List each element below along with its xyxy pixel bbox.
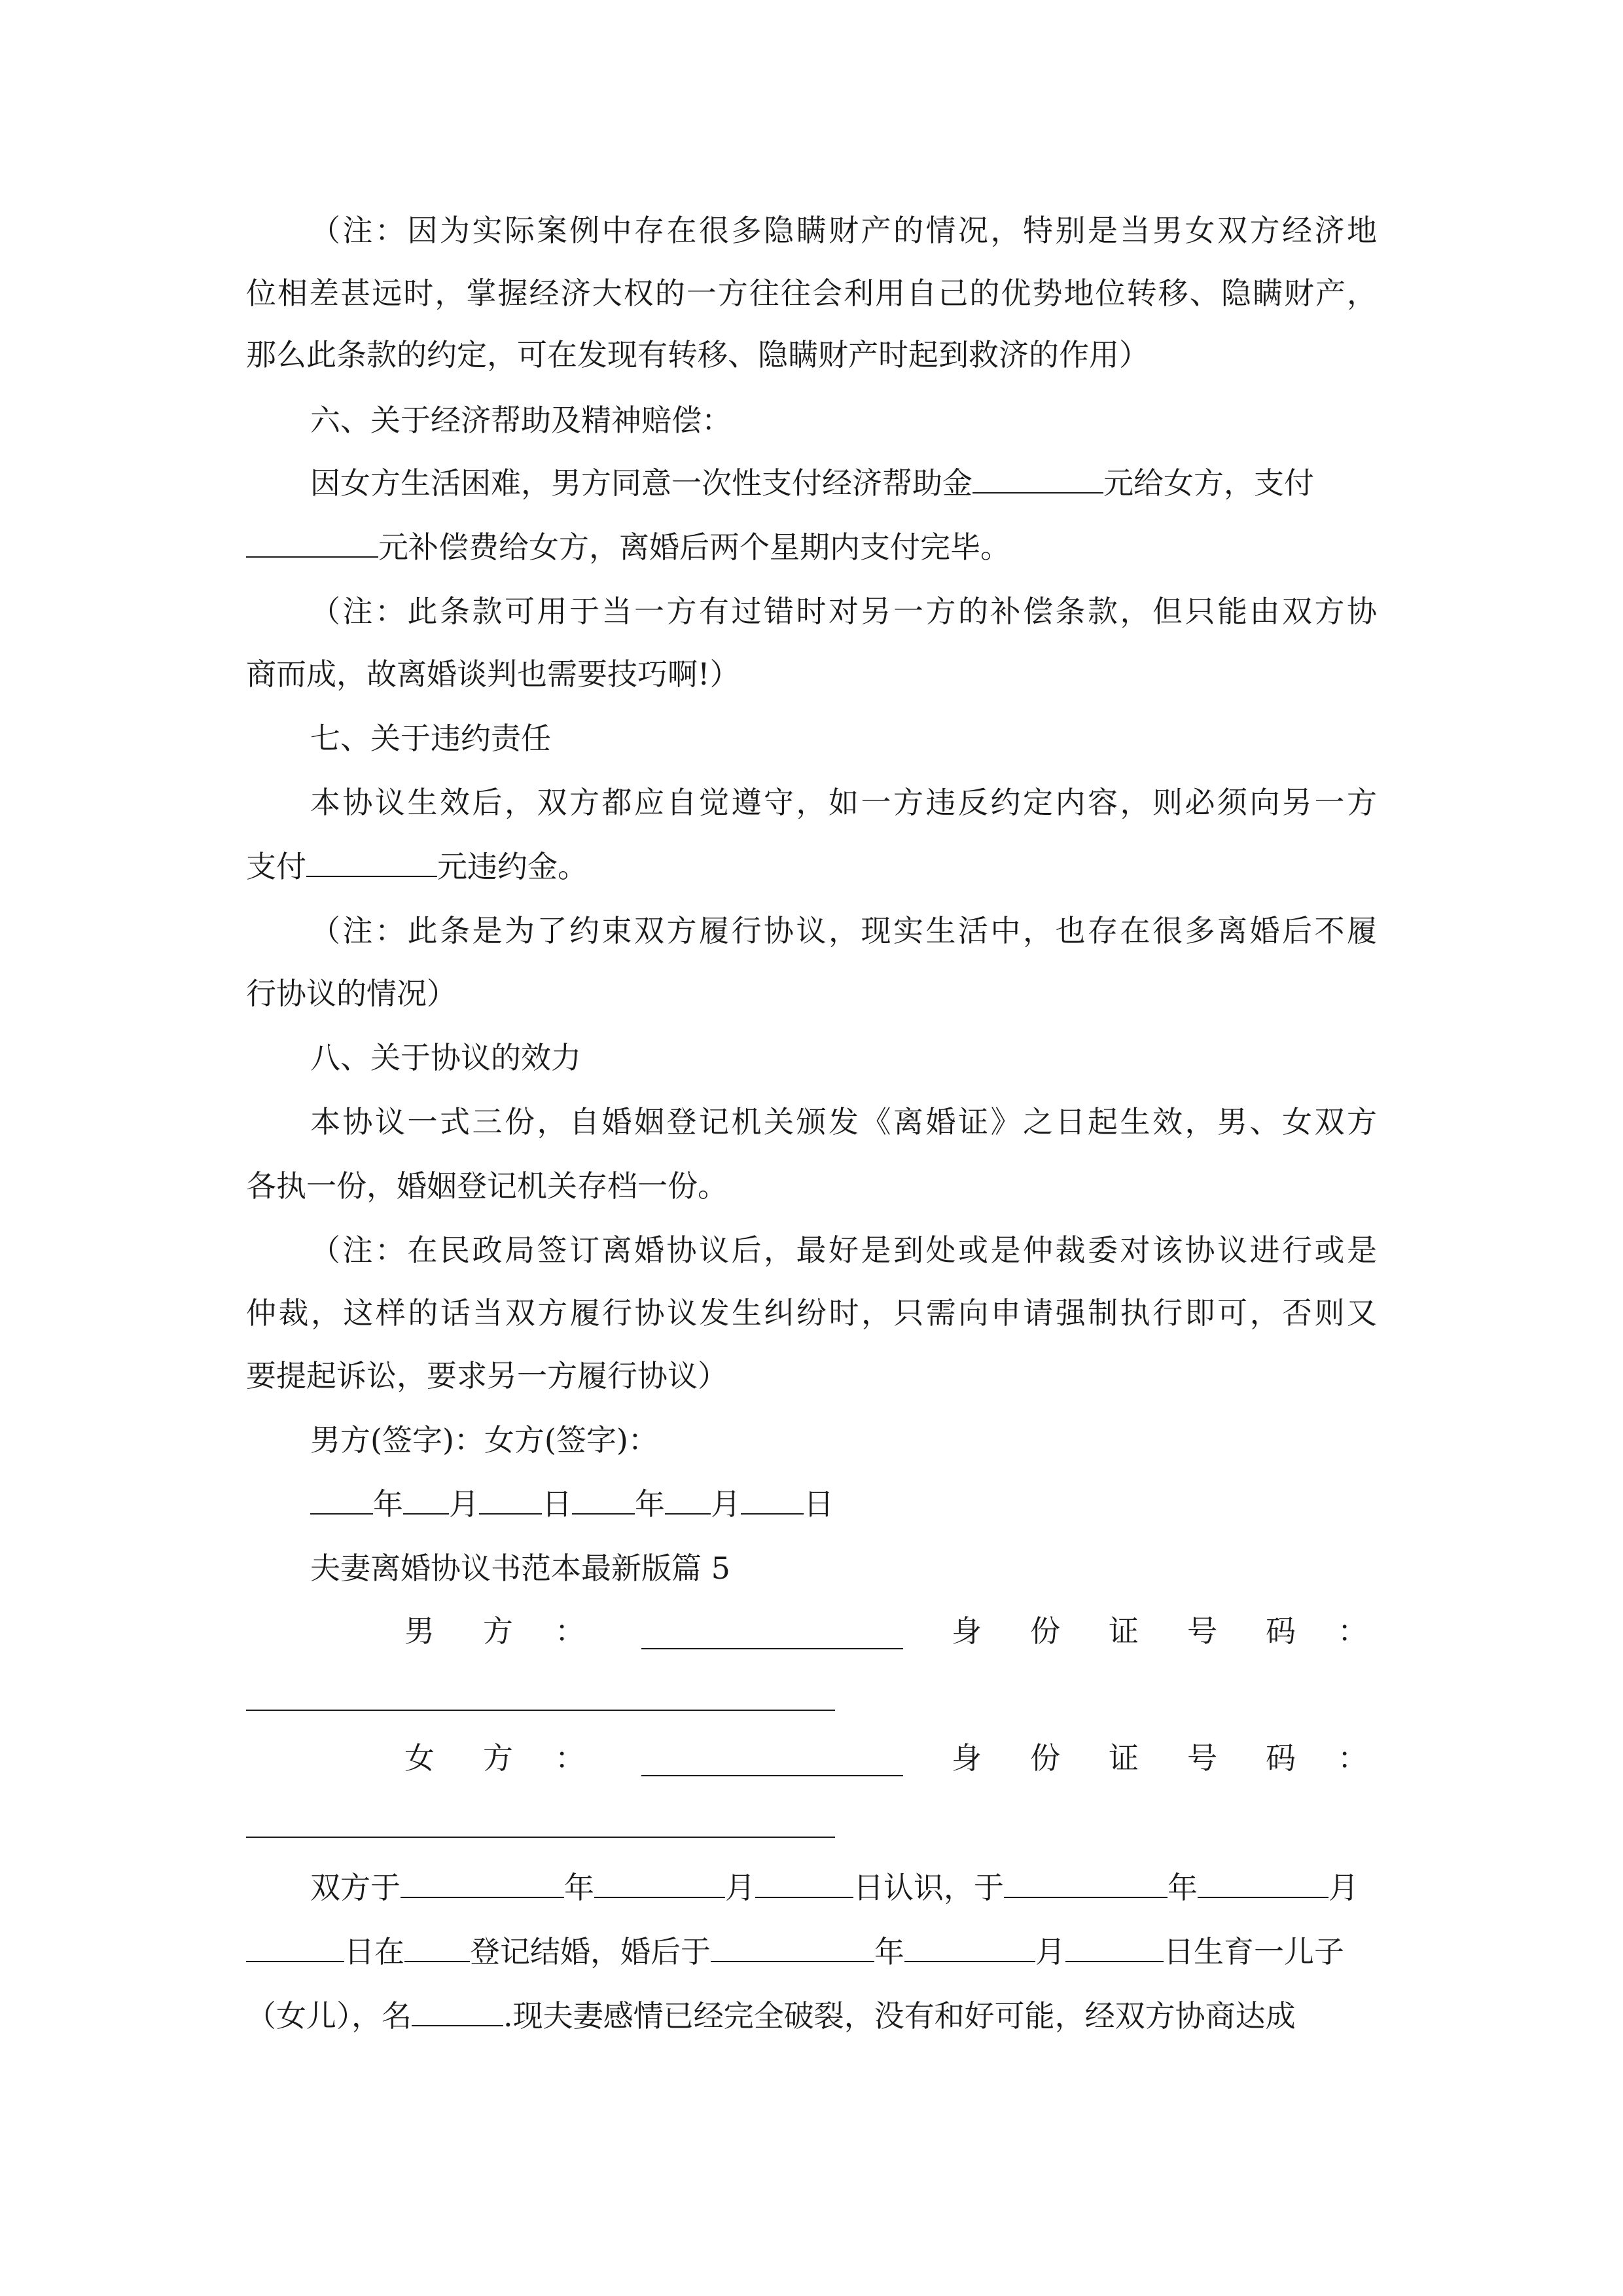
amount-blank-2 bbox=[246, 528, 378, 558]
year-label-1: 年 bbox=[373, 1486, 403, 1522]
final-line1 bbox=[310, 1868, 1377, 1907]
marry-month-blank bbox=[1198, 1868, 1329, 1898]
note3-line2: 行协议的情况） bbox=[246, 976, 457, 1011]
year-label-2: 年 bbox=[635, 1486, 665, 1522]
male-id-3: 证 bbox=[1109, 1613, 1139, 1649]
female-id-2: 份 bbox=[1030, 1740, 1060, 1776]
final-text-1b: 年 bbox=[564, 1870, 594, 1905]
male-colon: ： bbox=[555, 1613, 585, 1649]
day-label-1: 日 bbox=[542, 1486, 572, 1522]
section6-line1 bbox=[310, 463, 1377, 503]
final-text-1e: 年 bbox=[1168, 1870, 1198, 1905]
month-blank-2 bbox=[665, 1484, 711, 1515]
final-line2 bbox=[246, 1932, 1377, 1971]
section7-text-b: 元违约金。 bbox=[437, 849, 588, 884]
marry-year-blank bbox=[1004, 1868, 1168, 1898]
meet-year-blank bbox=[401, 1868, 564, 1898]
female-id-4: 号 bbox=[1187, 1740, 1217, 1776]
note1-line3: 那么此条款的约定，可在发现有转移、隐瞒财产时起到救济的作用） bbox=[246, 337, 1149, 372]
section6-text-c: 元补偿费给女方，离婚后两个星期内支付完毕。 bbox=[378, 529, 1010, 565]
section6-text-b: 元给女方，支付 bbox=[1103, 465, 1314, 501]
birth-day-blank bbox=[1065, 1932, 1164, 1962]
month-label-2: 月 bbox=[711, 1486, 741, 1522]
male-id-2: 份 bbox=[1030, 1613, 1060, 1649]
final-text-2d: 月 bbox=[1035, 1934, 1065, 1969]
section6-title: 六、关于经济帮助及精神赔偿： bbox=[310, 403, 732, 438]
note4-line3: 要提起诉讼，要求另一方履行协议） bbox=[246, 1358, 728, 1393]
section8-line1: 本协议一式三份，自婚姻登记机关颁发《离婚证》之日起生效，男、女双方 bbox=[310, 1104, 1377, 1139]
section6-text-a: 因女方生活困难，男方同意一次性支付经济帮助金 bbox=[310, 465, 972, 501]
note3-line1: （注：此条是为了约束双方履行协议，现实生活中，也存在很多离婚后不履 bbox=[310, 913, 1377, 948]
female-id-1: 身 bbox=[952, 1740, 982, 1776]
year-blank-1 bbox=[310, 1484, 373, 1515]
male-id-5: 码 bbox=[1266, 1613, 1296, 1649]
penalty-blank bbox=[306, 847, 437, 877]
male-id-1: 身 bbox=[952, 1613, 982, 1649]
male-label-2: 方 bbox=[483, 1613, 513, 1649]
male-label-1: 男 bbox=[404, 1613, 435, 1649]
year-blank-2 bbox=[572, 1484, 635, 1515]
final-text-1d: 日认识，于 bbox=[853, 1870, 1004, 1905]
marry-day-blank bbox=[246, 1932, 344, 1962]
section6-line2 bbox=[246, 528, 1377, 567]
female-id-blank bbox=[246, 1837, 835, 1838]
section8-line2: 各执一份，婚姻登记机关存档一份。 bbox=[246, 1168, 728, 1204]
note2-line1: （注：此条款可用于当一方有过错时对另一方的补偿条款，但只能由双方协 bbox=[310, 594, 1377, 629]
final-text-3a: （女儿），名 bbox=[246, 1998, 412, 2034]
meet-month-blank bbox=[594, 1868, 725, 1898]
child-name-blank bbox=[412, 1996, 503, 2026]
section7-text-a: 支付 bbox=[246, 849, 306, 884]
male-id-4: 号 bbox=[1187, 1613, 1217, 1649]
registry-blank bbox=[404, 1932, 470, 1962]
note2-line2: 商而成，故离婚谈判也需要技巧啊!） bbox=[246, 656, 740, 692]
meet-day-blank bbox=[755, 1868, 853, 1898]
note1-line1: （注：因为实际案例中存在很多隐瞒财产的情况，特别是当男女双方经济地 bbox=[310, 213, 1377, 248]
date-line bbox=[310, 1484, 1377, 1524]
final-text-2b: 登记结婚，婚后于 bbox=[470, 1934, 711, 1969]
final-line3 bbox=[246, 1996, 1377, 2036]
birth-month-blank bbox=[904, 1932, 1035, 1962]
article5-title: 夫妻离婚协议书范本最新版篇 5 bbox=[310, 1551, 730, 1586]
female-label-2: 方 bbox=[483, 1740, 513, 1776]
final-text-1a: 双方于 bbox=[310, 1870, 401, 1905]
final-text-3b: .现夫妻感情已经完全破裂，没有和好可能，经双方协商达成 bbox=[503, 1998, 1296, 2034]
note4-line2: 仲裁，这样的话当双方履行协议发生纠纷时，只需向申请强制执行即可，否则又 bbox=[246, 1295, 1377, 1331]
female-name-blank bbox=[641, 1775, 903, 1776]
final-text-1c: 月 bbox=[725, 1870, 755, 1905]
female-label-1: 女 bbox=[404, 1740, 435, 1776]
section7-line2 bbox=[246, 847, 1377, 886]
final-text-1f: 月 bbox=[1329, 1870, 1359, 1905]
signature-line: 男方(签字)：女方(签字)： bbox=[310, 1422, 658, 1458]
month-blank-1 bbox=[403, 1484, 449, 1515]
amount-blank-1 bbox=[972, 463, 1103, 493]
final-text-2a: 日在 bbox=[344, 1934, 404, 1969]
female-id-5: 码 bbox=[1266, 1740, 1296, 1776]
note4-line1: （注：在民政局签订离婚协议后，最好是到处或是仲裁委对该协议进行或是 bbox=[310, 1232, 1377, 1268]
final-text-2c: 年 bbox=[874, 1934, 904, 1969]
day-blank-2 bbox=[741, 1484, 804, 1515]
birth-year-blank bbox=[711, 1932, 874, 1962]
section7-title: 七、关于违约责任 bbox=[310, 721, 551, 756]
male-id-blank bbox=[246, 1710, 835, 1711]
month-label-1: 月 bbox=[449, 1486, 479, 1522]
day-blank-1 bbox=[479, 1484, 542, 1515]
female-colon: ： bbox=[555, 1740, 585, 1776]
day-label-2: 日 bbox=[804, 1486, 834, 1522]
section8-title: 八、关于协议的效力 bbox=[310, 1040, 581, 1075]
section7-line1: 本协议生效后，双方都应自觉遵守，如一方违反约定内容，则必须向另一方 bbox=[310, 785, 1377, 820]
note1-line2: 位相差甚远时，掌握经济大权的一方往往会利用自己的优势地位转移、隐瞒财产， bbox=[246, 276, 1377, 311]
female-id-3: 证 bbox=[1109, 1740, 1139, 1776]
male-id-colon: ： bbox=[1338, 1613, 1368, 1649]
male-name-blank bbox=[641, 1648, 903, 1649]
female-id-colon: ： bbox=[1338, 1740, 1368, 1776]
final-text-2e: 日生育一儿子 bbox=[1164, 1934, 1344, 1969]
